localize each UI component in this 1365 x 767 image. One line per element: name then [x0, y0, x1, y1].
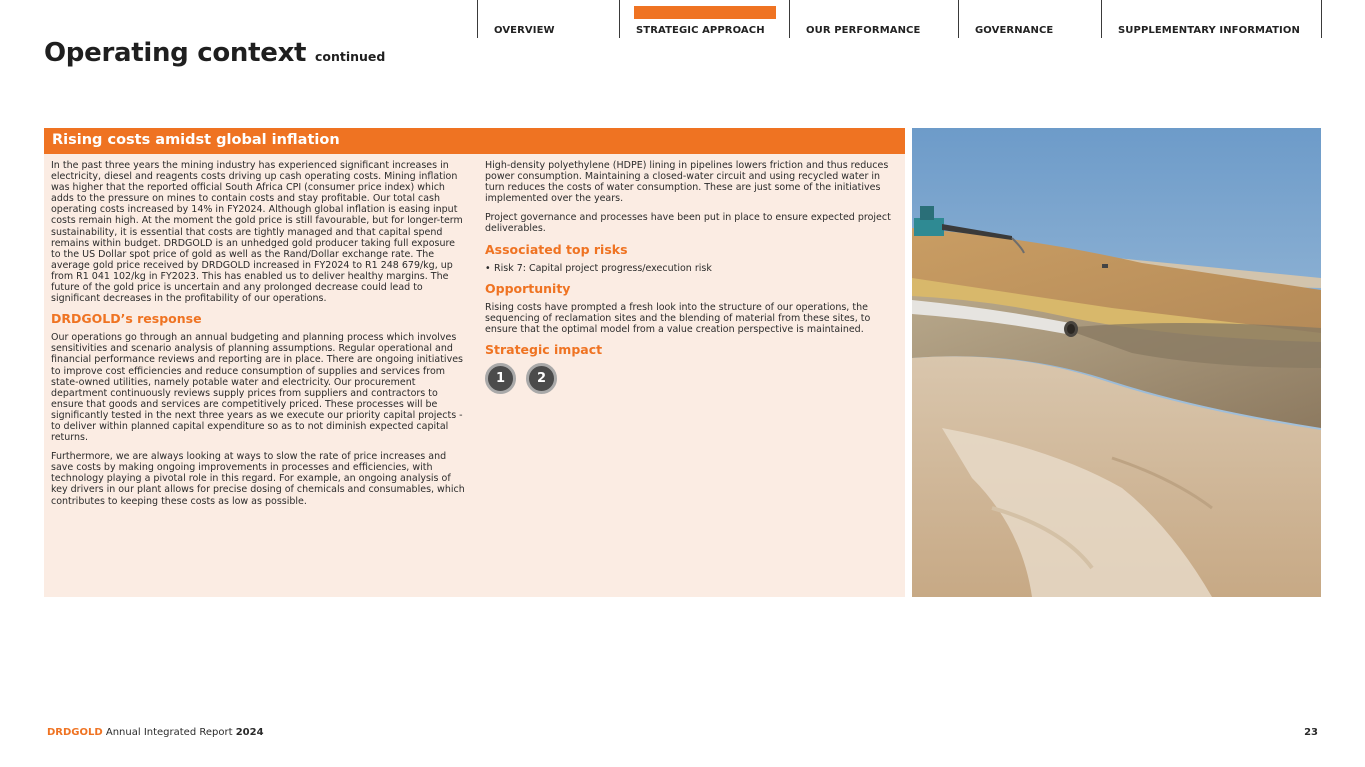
impact-badge: 1 [485, 363, 516, 394]
intro-paragraph: In the past three years the mining industry has experienced significant increases in electricity, diesel and reagents costs driving up cash operating costs. Mining inflation was higher that the reported official South Africa CPI (consumer price index) which adds to the pressure on mines to contain costs and stay profitable. Our total cash operating costs increased by 14% in FY2024. Although global inflation is easing input costs remain high. At the moment the gold price is still favourable, but for longer-term sustainability, it is essential that costs are tightly managed and that capital spend remains within budget. DRDGOLD is an unhedged gold producer taking full exposure to the US Dollar spot price of gold as well as the Rand/Dollar exchange rate. The average gold price received by DRDGOLD increased in FY2024 to R1 248 679/kg, up from R1 041 102/kg in FY2023. This has enabled us to deliver healthy margins. The future of the gold price is uncertain and any prolonged decrease could lead to significant decreases in the profitability of our operations. [51, 160, 463, 305]
nav-tab-label: OUR PERFORMANCE [806, 25, 921, 36]
content-panel [44, 128, 905, 597]
impact-badge: 2 [526, 363, 557, 394]
mining-site-photo [912, 128, 1321, 597]
footer-report-name: Annual Integrated Report [105, 727, 233, 738]
impact-heading: Strategic impact [485, 341, 603, 357]
right-column [485, 160, 897, 394]
page-title-text: Operating context [44, 38, 307, 68]
risk-item: • Risk 7: Capital project progress/execution risk [485, 263, 897, 274]
nav-tab-label: OVERVIEW [494, 25, 555, 36]
nav-tab-our-performance[interactable] [789, 0, 958, 38]
section-heading: Rising costs amidst global inflation [52, 132, 340, 148]
footer-year: 2024 [235, 727, 264, 738]
response-paragraph: Our operations go through an annual budgeting and planning process which involves sensitivities and scenario analysis of planning assumptions. Regular operational and financial performance reviews and reporting are in place. There are ongoing initiatives to improve cost efficiencies and reduce consumption of supplies and services from state-owned utilities, namely potable water and electricity. Our procurement department continuously reviews supply prices from suppliers and contractors to ensure that goods and services are competitively priced. These processes will be significantly tested in the next three years as we execute our priority capital projects - to deliver within planned capital expenditure so as to not diminish expected capital returns. [51, 332, 463, 444]
active-tab-indicator [634, 6, 776, 19]
opportunity-heading: Opportunity [485, 280, 571, 296]
governance-paragraph: Project governance and processes have been put in place to ensure expected project deliverables. [485, 212, 891, 235]
nav-tab-overview[interactable] [477, 0, 619, 38]
section-header [44, 128, 905, 154]
nav-tab-governance[interactable] [958, 0, 1101, 38]
left-column [51, 160, 467, 515]
strategic-impact-badges [485, 363, 897, 394]
nav-divider [1321, 0, 1322, 38]
opportunity-paragraph: Rising costs have prompted a fresh look into the structure of our operations, the sequencing of reclamation sites and the blending of material from these sites, to ensure that the optimal model from a value creation perspective is maintained. [485, 301, 871, 335]
risks-heading: Associated top risks [485, 241, 628, 257]
page-title-suffix: continued [314, 49, 386, 64]
nav-tab-label: SUPPLEMENTARY INFORMATION [1118, 25, 1300, 36]
nav-tab-label: STRATEGIC APPROACH [636, 25, 765, 36]
nav-tab-label: GOVERNANCE [975, 25, 1054, 36]
report-footer [47, 727, 264, 738]
hdpe-paragraph: High-density polyethylene (HDPE) lining in pipelines lowers friction and thus reduces power consumption. Maintaining a closed-water circuit and using recycled water in turn reduces the costs of water consumption. These are just some of the initiatives implemented over the years. [485, 160, 889, 205]
nav-tab-supplementary-information[interactable] [1101, 0, 1321, 38]
page-title [44, 38, 385, 68]
nav-tab-strategic-approach[interactable] [619, 0, 789, 38]
response-heading: DRDGOLD’s response [51, 311, 202, 327]
response-paragraph: Furthermore, we are always looking at ways to slow the rate of price increases and save costs by making ongoing improvements in processes and efficiencies, with technology playing a pivotal role in this regard. For example, an ongoing analysis of key drivers in our plant allows for precise dosing of chemicals and consumables, which contributes to keeping these costs as low as possible. [51, 451, 465, 507]
page-number: 23 [1304, 727, 1318, 738]
footer-brand: DRDGOLD [47, 727, 103, 738]
